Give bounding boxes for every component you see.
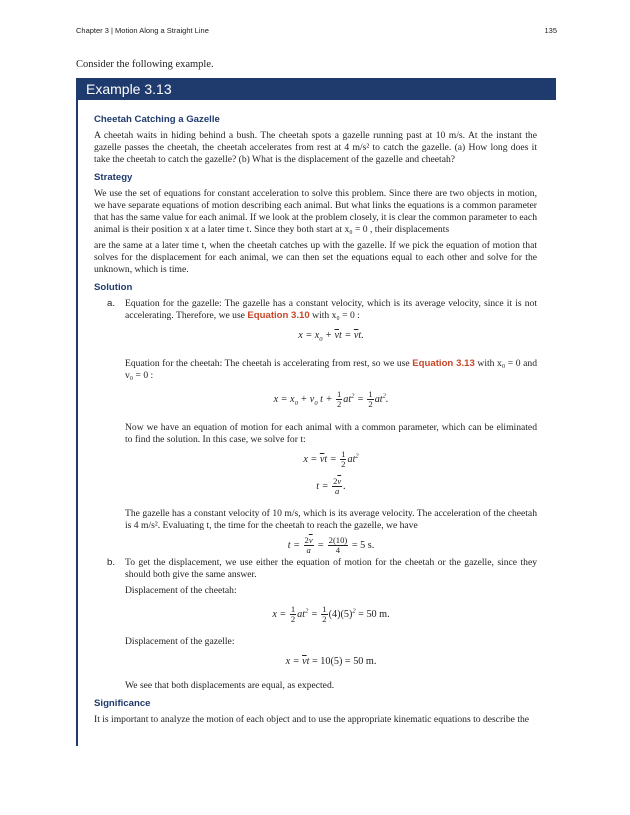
solution-part-b <box>94 557 537 692</box>
part-a-letter: a. <box>107 298 116 309</box>
strategy-text-b: are the same at a later time t, when the cheetah catches up with the gazelle. If we pick the equation of motion that solves for the displacement for each animal, we can then set the equations equal to each other and solve for the unknown, which is time. <box>94 240 537 275</box>
part-a-text2: Equation for the cheetah: The cheetah is accelerating from rest, so we use Equation 3.13 with x₀ = 0 and v₀ = 0 : <box>125 358 537 382</box>
time-result-equation: t = $\frac{2\overline{v}}{a}$ = $\frac{2(10)}{4}$ = 5 s. <box>287 534 375 555</box>
part-b-text1: To get the displacement, we use either the equation of motion for the cheetah or the gazelle, since they should both give the same answer. <box>125 556 537 580</box>
equation-3-10-link[interactable]: Equation 3.10 <box>247 310 310 321</box>
example-title: Cheetah Catching a Gazelle <box>94 114 220 125</box>
significance-text: It is important to analyze the motion of each object and to use the appropriate kinematic equations to describe the <box>94 713 530 725</box>
time-expression-equation: t = $\frac{2\overline{v}}{a}$ . <box>316 475 346 496</box>
strategy-heading: Strategy <box>94 172 133 183</box>
part-b-text3: Displacement of the gazelle: <box>125 635 235 647</box>
common-parameter-equation: $x = \overline{v}t$ = $\frac{1}{2}$ $at^2$ <box>303 448 359 469</box>
cheetah-equation: $x = x_0 + v_0$ t + $\frac{1}{2}$ $at^2$ = $\frac{1}{2}$ $at^2$. <box>273 389 389 410</box>
part-b-letter: b. <box>107 556 116 568</box>
solution-heading: Solution <box>94 282 133 293</box>
example-left-rule <box>76 100 78 746</box>
example-banner: Example 3.13 <box>76 78 556 100</box>
gazelle-equation: $x = x_0 + \overline{v}t = \overline{v}t$. <box>298 330 364 344</box>
significance-heading: Significance <box>94 697 151 709</box>
gazelle-displacement-equation: $x = \overline{v}t = 10(5) = 50$ m. <box>285 655 377 667</box>
part-b-text2: Displacement of the cheetah: <box>125 584 237 596</box>
chapter-header: Chapter 3 | Motion Along a Straight Line <box>76 26 209 35</box>
cheetah-displacement-equation: x = $\frac{1}{2}$ $at^2$ = $\frac{1}{2}$ $(4)(5)^2 = 50$ m. <box>272 603 390 624</box>
part-a-text1: Equation for the gazelle: The gazelle has a constant velocity, which is its average velocity, since it is not accelerating. Therefore, we use Equation 3.10 with x₀ = 0 : <box>125 298 537 321</box>
part-b-text4: We see that both displacements are equal, as expected. <box>125 679 335 691</box>
intro-text: Consider the following example. <box>76 59 214 70</box>
problem-text: A cheetah waits in hiding behind a bush. The cheetah spots a gazelle running past at 10 m/s. At the instant the gazelle passes the cheetah, the cheetah accelerates from rest at 4 m/s² to catch the gazelle. (a) How long does it take the cheetah to catch the gazelle? (b) What is the displacement of the gazelle and cheetah? <box>94 130 537 165</box>
part-a-text3: Now we have an equation of motion for each animal with a common parameter, which can be eliminated to find the solution. In this case, we solve for t: <box>125 421 537 445</box>
page-number: 135 <box>544 26 557 35</box>
equation-3-13-link[interactable]: Equation 3.13 <box>412 358 475 370</box>
solution-list <box>94 298 537 692</box>
solution-part-a <box>94 298 537 555</box>
strategy-text-a: We use the set of equations for constant acceleration to solve this problem. Since there are two objects in motion, we have separate equations of motion describing each animal. But what links the equations is a common parameter that has the same value for each animal. If we look at the problem closely, it is clear the common parameter to each animal is their position x at a later time t. Since they both start at x₀ = 0 , their displacements <box>94 188 537 235</box>
part-a-text4: The gazelle has a constant velocity of 10 m/s, which is its average velocity. The acceleration of the cheetah is 4 m/s². Evaluating t, the time for the cheetah to reach the gazelle, we have <box>125 507 537 531</box>
example-content <box>94 108 537 730</box>
